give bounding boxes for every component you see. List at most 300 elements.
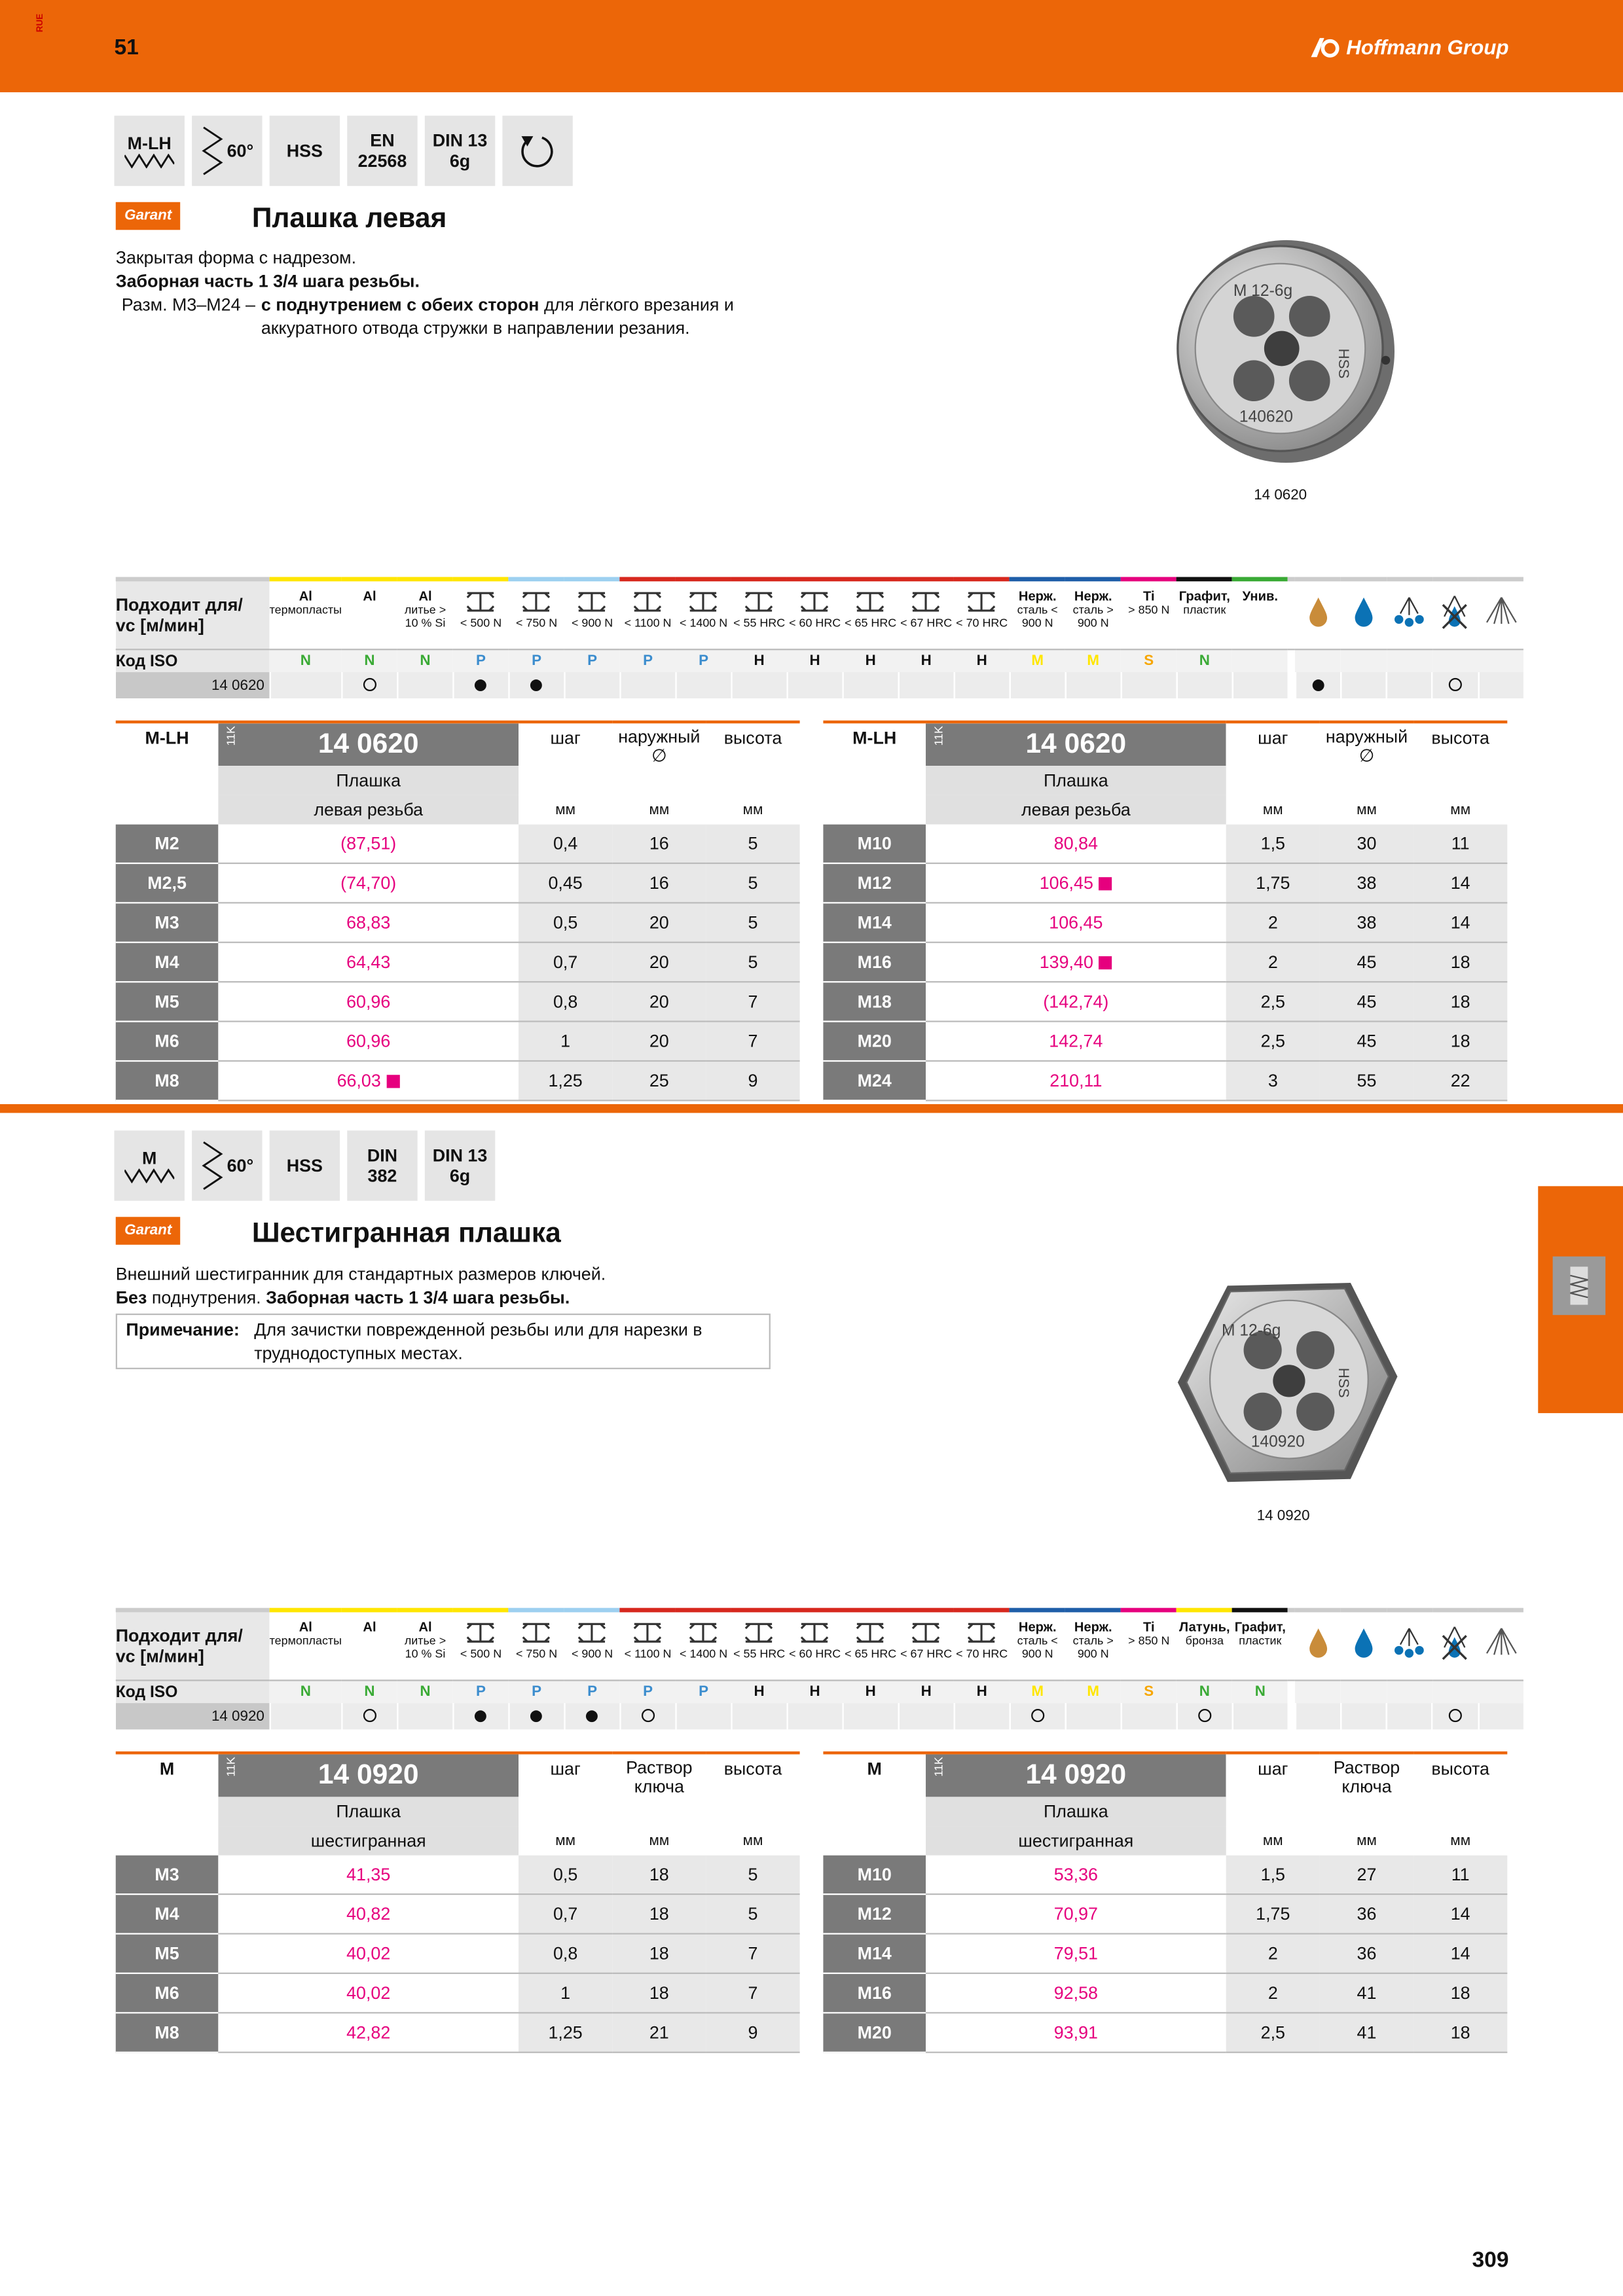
price-value: 142,74 [1049,1031,1103,1052]
coolant-cell [1478,672,1524,698]
product-title-2: Шестигранная плашка [251,1218,561,1249]
table-row [823,1061,1507,1100]
diameter-value: 18 [612,1933,706,1973]
coolant-header [1296,579,1341,649]
desc-prefix: Разм. M3–M24 – [121,294,255,315]
chapter-number: 51 [114,35,139,60]
suitability-cell [954,1703,1010,1729]
pitch-value: 0,8 [519,1933,612,1973]
table-row [823,903,1507,942]
tool-group-tag: 11K [932,726,945,746]
article-header [926,722,1226,766]
material-col-header [1065,579,1121,649]
material-sub: сталь < 900 N [1017,603,1058,630]
table-row [823,863,1507,903]
product-description-1 [116,246,805,340]
material-sub: < 65 HRC [845,1647,897,1661]
price [926,1856,1226,1894]
coolant-header [1387,1610,1432,1680]
iso-code: M [1010,1680,1065,1703]
material-col-header [1176,1610,1232,1680]
col-header-height: высота [706,722,799,766]
price-value: 53,36 [1053,1864,1098,1885]
product-name-line: Плашка [218,766,519,795]
diameter-value: 18 [612,1973,706,2013]
pitch-value: 1 [519,1022,612,1061]
air-cooling-icon [1482,592,1520,630]
badge-label: DIN 13 6g [432,1145,488,1187]
height-value: 14 [1413,1933,1507,1973]
oil-drop-icon [1299,1623,1337,1661]
iso-code: P [564,1680,620,1703]
badge-label: DIN 382 [367,1145,398,1187]
pitch-value: 2 [1226,1933,1320,1973]
price [218,1856,519,1894]
thread-size: M12 [823,1894,926,1933]
price-value: 68,83 [346,912,391,933]
coolant-header [1478,579,1524,649]
material-name: Графит, [1178,588,1230,603]
pitch-value: 2 [1226,903,1320,942]
badge-angle [192,116,262,186]
price [218,863,519,903]
product-name-line: Плашка [926,766,1226,795]
material-col-header [397,579,453,649]
diameter-value: 20 [612,1022,706,1061]
material-sub: < 1400 N [680,616,728,630]
die-marking-bottom: 140620 [1239,408,1293,426]
material-sub: сталь > 900 N [1072,603,1114,630]
left-rotation-icon [516,129,560,173]
suitability-cell [1065,672,1121,698]
steel-profile-icon [910,1621,942,1645]
table-row [116,2013,800,2052]
table-row [823,1894,1507,1933]
material-sub: < 55 HRC [733,1647,786,1661]
iso-code: N [342,1680,397,1703]
unit-label: мм [742,801,763,818]
data-table-1 [116,721,1508,1102]
desc-line [116,1285,805,1309]
section-divider [0,1104,1623,1113]
diameter-value: 21 [612,2013,706,2052]
thread-size: M2 [116,825,219,863]
suitability-cell [843,1703,898,1729]
dry-machining-icon [1436,592,1474,630]
pitch-value: 3 [1226,1061,1320,1100]
suitability-cell [342,1703,397,1729]
dry-machining-icon [1436,1623,1474,1661]
price [926,942,1226,982]
steel-profile-icon [854,590,886,614]
iso-code: H [954,649,1010,672]
thread-size: M6 [116,1022,219,1061]
badge-label: DIN 13 6g [432,130,488,171]
height-value: 14 [1413,903,1507,942]
badge-label: HSS [286,140,323,162]
data-table-left [116,1751,800,2053]
height-value: 5 [706,942,799,982]
material-sub: > 850 N [1128,603,1170,617]
suitability-cell [1232,1703,1288,1729]
suitability-cell [1232,672,1288,698]
note-label: Примечание: [126,1319,240,1340]
suitability-cell [397,672,453,698]
article-code: 14 0920 [116,1703,270,1729]
pitch-value: 2 [1226,942,1320,982]
image-caption-1: 14 0620 [1254,488,1307,504]
table-row [116,863,800,903]
hex-die-image [1169,1274,1403,1494]
pitch-value: 0,5 [519,1856,612,1894]
spray-mist-icon [1391,1623,1429,1661]
price [218,942,519,982]
pitch-value: 0,7 [519,942,612,982]
badge-thread-type [115,1130,185,1200]
badge-standard [347,1130,417,1200]
badge-label: EN 22568 [357,130,407,171]
price [926,1061,1226,1100]
iso-code: P [509,649,564,672]
material-col-header [676,579,731,649]
diameter-value: 20 [612,903,706,942]
material-sub: сталь < 900 N [1017,1634,1058,1661]
material-col-header [1010,579,1065,649]
iso-code: H [954,1680,1010,1703]
diameter-value: 36 [1320,1894,1413,1933]
unit-label: мм [555,1833,576,1849]
die-marking-bottom: 140920 [1250,1433,1305,1451]
table-row [823,942,1507,982]
conditional-mark [1031,1709,1044,1722]
coolant-header [1296,1610,1341,1680]
product-name-line: шестигранная [926,1826,1226,1856]
desc-bold: с поднутрением с обеих сторон [261,294,539,315]
thread-size: M20 [823,2013,926,2052]
product-description-2 [116,1263,805,1310]
price-value: 40,82 [346,1903,391,1924]
table-row [823,982,1507,1021]
suitable-mark [475,1710,487,1722]
table-row [823,825,1507,863]
col-header-diameter [1320,722,1413,766]
price [926,1933,1226,1973]
material-sub: < 750 N [515,1647,558,1661]
thread-size: M8 [116,1061,219,1100]
conditional-mark [363,1709,376,1722]
suitability-cell [954,672,1010,698]
diameter-value: 45 [1320,1022,1413,1061]
material-sub: < 55 HRC [733,616,786,630]
material-name: Нерж. [1074,1619,1112,1634]
iso-code: M [1010,649,1065,672]
product-name-line: левая резьба [926,795,1226,825]
image-caption-2: 14 0920 [1256,1508,1310,1525]
thread-size: M24 [823,1061,926,1100]
material-col-header [564,579,620,649]
material-col-header [270,579,342,649]
article-header [218,722,519,766]
material-sub: < 1400 N [680,1647,728,1661]
price-value: (74,70) [340,872,397,893]
price-value: (142,74) [1043,991,1109,1013]
diameter-value: 16 [612,825,706,863]
page-number: 309 [1472,2248,1509,2273]
die-marking-top: M 12-6g [1221,1321,1281,1340]
materials-table-2 [116,1608,1524,1730]
material-name: Ti [1143,588,1155,603]
height-value: 7 [706,1973,799,2013]
suitability-cell [509,1703,564,1729]
height-value: 5 [706,863,799,903]
die-marking-top: M 12-6g [1233,281,1293,300]
iso-code: N [1176,1680,1232,1703]
article-code: 14 0620 [116,672,270,698]
height-value: 7 [706,1022,799,1061]
material-col-header [787,579,843,649]
price-value: 93,91 [1053,2022,1098,2043]
thread-size: M20 [823,1022,926,1061]
material-sub: бронза [1185,1634,1224,1648]
price-value: 66,03 [337,1070,381,1091]
price [218,1022,519,1061]
steel-profile-icon [520,590,553,614]
suitability-cell [787,1703,843,1729]
suitability-cell [787,672,843,698]
coolant-drop-icon [1345,592,1383,630]
badge-label: 60° [227,1155,254,1176]
coolant-cell [1478,1703,1524,1729]
material-col-header [954,579,1010,649]
thread-size: M12 [823,863,926,903]
badge-tolerance [425,116,495,186]
col-header-line: ключа [634,1776,684,1797]
unit-label: мм [649,1833,670,1849]
iso-code: N [1176,649,1232,672]
suitability-cell [1176,1703,1232,1729]
height-value: 11 [1413,825,1507,863]
data-table-2 [116,1751,1508,2053]
conditional-mark [363,678,376,691]
badge-rotation [502,116,572,186]
suitable-mark [531,679,543,691]
material-sub: термопласты [269,1634,342,1648]
data-table-right [823,721,1507,1102]
suitability-cell [397,1703,453,1729]
material-col-header [270,1610,342,1680]
diameter-value: 20 [612,942,706,982]
price-value: 60,96 [346,991,391,1013]
materials-grid [116,1608,1524,1730]
col-header-pitch: шаг [519,722,612,766]
material-sub: < 900 N [571,616,613,630]
conditional-mark [642,1709,655,1722]
thread-size: M3 [116,1856,219,1894]
thread-type-label: M [116,1753,219,1797]
language-code: RUE [36,13,46,33]
material-name: Унив. [1242,588,1278,603]
col-header-line: наружный [618,726,701,747]
price [926,1022,1226,1061]
pitch-value: 0,45 [519,863,612,903]
col-header-diameter [612,722,706,766]
iso-code: N [397,1680,453,1703]
badge-standard [347,116,417,186]
material-sub: < 60 HRC [789,1647,841,1661]
suitability-cell [453,672,509,698]
badge-material [270,1130,340,1200]
col-header-line: наружный [1325,726,1408,747]
material-col-header [787,1610,843,1680]
iso-code: S [1121,649,1176,672]
material-col-header [453,579,509,649]
material-col-header [509,579,564,649]
steel-profile-icon [743,590,775,614]
pitch-value: 1,25 [519,1061,612,1100]
conditional-mark [1449,678,1462,691]
table-row [116,942,800,982]
steel-profile-icon [799,590,831,614]
diameter-value: 30 [1320,825,1413,863]
col-header-height: высота [1413,1753,1507,1797]
coolant-cell [1432,672,1478,698]
table-row [116,903,800,942]
height-value: 7 [706,982,799,1021]
price-value: 80,84 [1053,833,1098,854]
material-sub: литье > 10 % Si [404,1634,447,1661]
product-name-line: Плашка [218,1797,519,1826]
thread-size: M6 [116,1973,219,2013]
material-name: Нерж. [1018,588,1057,603]
article-header [218,1753,519,1797]
material-col-header [1065,1610,1121,1680]
iso-code: H [731,1680,787,1703]
price [926,863,1226,903]
iso-code: P [676,649,731,672]
material-sub: < 70 HRC [956,1647,1008,1661]
materials-table-1 [116,577,1524,699]
thread-size: M10 [823,1856,926,1894]
steel-profile-icon [465,590,497,614]
diameter-value: 36 [1320,1933,1413,1973]
pitch-value: 2,5 [1226,2013,1320,2052]
thread-tool-icon [1553,1257,1606,1315]
brand-logo [1308,35,1508,59]
table-row [116,982,800,1021]
suitability-cell [564,672,620,698]
price [218,1973,519,2013]
iso-code-label: Код ISO [116,649,270,672]
coolant-cell [1432,1703,1478,1729]
diameter-value: 41 [1320,2013,1413,2052]
note-text: Для зачистки поврежденной резьбы или для нарезки в труднодоступных местах. [254,1319,702,1364]
diameter-value: 18 [612,1856,706,1894]
suitability-cell [676,672,731,698]
thread-angle-icon [200,1139,224,1193]
badge-angle [192,1130,262,1200]
material-col-header [1176,579,1232,649]
suitable-mark [587,1710,598,1722]
material-col-header [1232,579,1288,649]
coolant-cell [1387,1703,1432,1729]
price [218,825,519,863]
height-value: 5 [706,825,799,863]
table-row [823,2013,1507,2052]
material-name: Ti [1143,1619,1155,1634]
price-value: 79,51 [1053,1943,1098,1964]
material-col-header [564,1610,620,1680]
label-line: Подходит для/ [115,1625,243,1646]
price [218,1061,519,1100]
thread-profile-icon [124,1168,174,1183]
label-line: vc [м/мин] [115,1645,204,1667]
suitability-cell [453,1703,509,1729]
price-value: 42,82 [346,2022,391,2043]
desc-text: поднутрения. [151,1287,261,1308]
coolant-header [1478,1610,1524,1680]
tool-group-tag: 11K [225,1757,238,1777]
suitability-cell [1176,672,1232,698]
badge-label: 60° [227,140,254,162]
coolant-cell [1341,672,1387,698]
unit-label: мм [1450,801,1471,818]
pitch-value: 0,8 [519,982,612,1021]
iso-code: H [843,649,898,672]
table-row [116,1061,800,1100]
note-box [116,1314,771,1369]
material-sub: < 1100 N [624,616,672,630]
thread-size: M14 [823,1933,926,1973]
suitability-cell [1121,672,1176,698]
height-value: 9 [706,1061,799,1100]
tool-group-tag: 11K [932,1757,945,1777]
col-header-line: ключа [1341,1776,1392,1797]
price-value: 106,45 [1049,912,1103,933]
material-name: Al [363,1619,376,1634]
material-sub: < 70 HRC [956,616,1008,630]
material-col-header [1010,1610,1065,1680]
chapter-side-tab[interactable] [1538,1186,1623,1413]
suitable-mark [531,1710,543,1722]
spec-badges-1 [115,116,573,186]
table-row [823,1933,1507,1973]
steel-profile-icon [743,1621,775,1645]
pitch-value: 1,75 [1226,1894,1320,1933]
desc-bold: Без [115,1287,147,1308]
iso-code: H [898,1680,954,1703]
col-header-pitch: шаг [1226,1753,1320,1797]
price-value: 40,02 [346,1982,391,2003]
die-marking-side: HSS [1335,1367,1352,1398]
coolant-cell [1296,672,1341,698]
col-header-line: Раствор [1333,1757,1400,1778]
iso-code: P [676,1680,731,1703]
suitable-mark [1312,679,1324,691]
thread-size: M5 [116,982,219,1021]
pitch-value: 1,75 [1226,863,1320,903]
iso-code: H [787,1680,843,1703]
table-row [116,1933,800,1973]
height-value: 22 [1413,1061,1507,1100]
material-col-header [397,1610,453,1680]
price-value: 92,58 [1053,1982,1098,2003]
table-row [823,1973,1507,2013]
height-value: 9 [706,2013,799,2052]
badge-label: M [142,1148,157,1169]
material-sub: термопласты [269,603,342,617]
material-sub: сталь > 900 N [1072,1634,1114,1661]
steel-profile-icon [576,590,608,614]
